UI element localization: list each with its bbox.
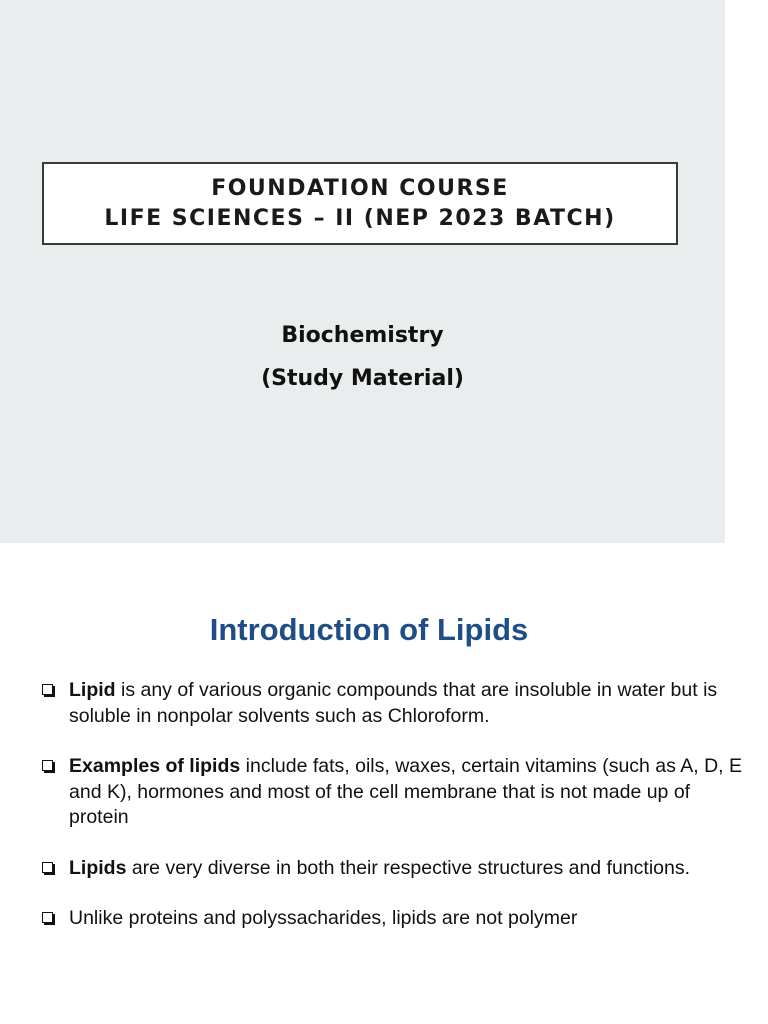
checkbox-bullet-icon (42, 684, 53, 695)
bullet-term: Lipids (69, 856, 127, 879)
course-title-line-1: FOUNDATION COURSE (211, 175, 509, 201)
material-subtitle: (Study Material) (261, 366, 464, 391)
bullet-list (40, 678, 745, 957)
subject-title: Biochemistry (281, 323, 444, 348)
bullet-term: Lipid (69, 679, 116, 701)
list-item (40, 906, 745, 932)
list-item (40, 678, 745, 729)
bullet-text: are very diverse in both their respective structures and functions. (126, 856, 691, 879)
bullet-text: include fats, oils, waxes, certain vitamins (such as A, D, E and K), hormones and most of the cell membrane that is not made up of protein (69, 755, 743, 828)
checkbox-bullet-icon (42, 862, 53, 873)
bullet-text: Unlike proteins and polyssacharides, lipids are not polymer (69, 907, 578, 929)
checkbox-bullet-icon (42, 760, 53, 771)
list-item (40, 754, 745, 831)
slide-title: Introduction of Lipids (209, 612, 529, 647)
course-title-line-2: LIFE SCIENCES – II (NEP 2023 BATCH) (104, 205, 616, 231)
list-item (40, 856, 745, 882)
course-title-box (42, 162, 678, 245)
bullet-text: is any of various organic compounds that are insoluble in water but is soluble in nonpolar solvents such as Chloroform. (69, 679, 718, 727)
bullet-term: Examples of lipids (69, 755, 241, 777)
checkbox-bullet-icon (42, 912, 53, 923)
